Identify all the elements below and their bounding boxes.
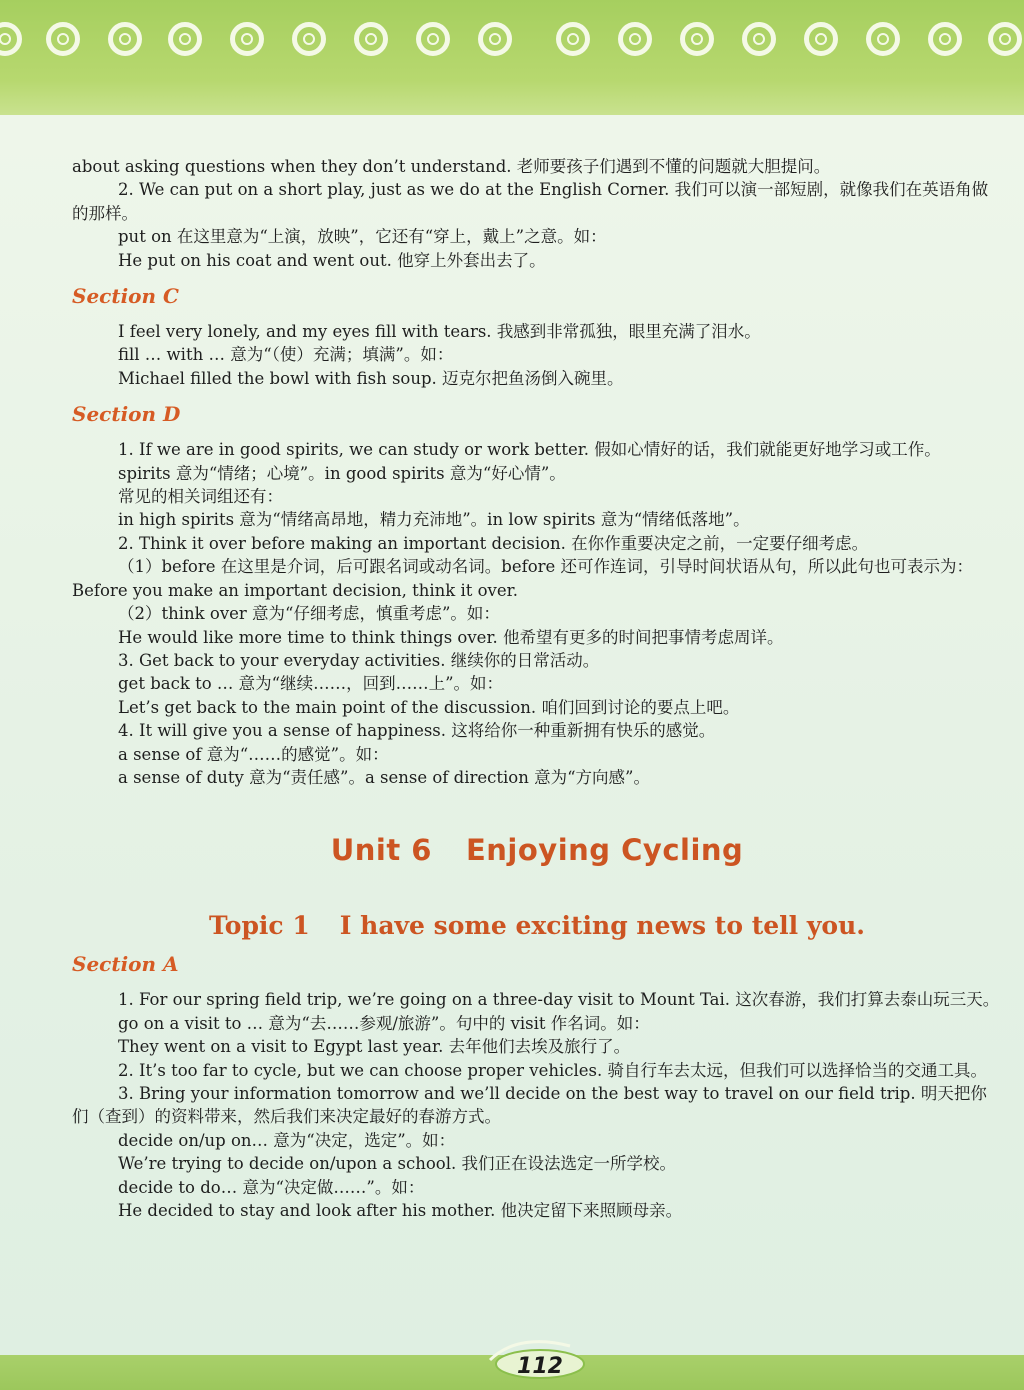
ring-ornament [46, 22, 80, 56]
paragraph: a sense of duty 意为“责任感”。a sense of direction 意为“方向感”。 [118, 767, 650, 787]
topic-number: Topic 1 [209, 911, 310, 941]
paragraph: 2. We can put on a short play, just as we do at the English Corner. 我们可以演一部短剧，就像我们在英语角做的那样。 [72, 180, 989, 223]
paragraph: 3. Bring your information tomorrow and we’ll decide on the best way to travel on our field trip. 明天把你们（查到）的资料带来，然后我们来决定最好的春游方式。 [72, 1083, 987, 1127]
ring-ornament [556, 22, 590, 56]
unit-title [72, 833, 1002, 867]
paragraph: fill … with … 意为“（使）充满；填满”。如： [118, 345, 454, 365]
paragraph: He put on his coat and went out. 他穿上外套出去了。 [118, 250, 546, 270]
paragraph: He decided to stay and look after his mother. 他决定留下来照顾母亲。 [118, 1201, 683, 1220]
paragraph: Michael filled the bowl with fish soup. 迈克尔把鱼汤倒入碗里。 [118, 368, 624, 388]
ring-ornament [742, 22, 776, 56]
ring-ornament [108, 22, 142, 56]
unit-number: Unit 6 [330, 833, 432, 868]
paragraph: （1）before 在这里是介词，后可跟名词或动名词。before 还可作连词，引导时间状语从句，所以此句也可表示为：Before you make an important decision, think it over. [72, 557, 974, 600]
topic-title [72, 911, 1002, 940]
paragraph: get back to … 意为“继续……，回到……上”。如： [118, 674, 504, 694]
paragraph: put on 在这里意为“上演，放映”，它还有“穿上，戴上”之意。如： [118, 227, 607, 247]
paragraph: about asking questions when they don’t understand. 老师要孩子们遇到不懂的问题就大胆提问。 [72, 157, 831, 176]
paragraph: They went on a visit to Egypt last year. 去年他们去埃及旅行了。 [118, 1037, 631, 1057]
ring-ornament [928, 22, 962, 56]
ring-ornament [354, 22, 388, 56]
section-heading-d: Section D [72, 402, 181, 427]
ring-ornament [416, 22, 450, 56]
paragraph: spirits 意为“情绪；心境”。in good spirits 意为“好心情”。 [118, 463, 566, 483]
paragraph: go on a visit to … 意为“去……参观/旅游”。句中的 visit 作名词。如： [118, 1013, 650, 1033]
page-number-badge [500, 1344, 580, 1384]
paragraph: in high spirits 意为“情绪高昂地，精力充沛地”。in low spirits 意为“情绪低落地”。 [118, 510, 750, 530]
paragraph: 常见的相关词组还有： [118, 487, 283, 507]
paragraph: 1. For our spring field trip, we’re going on a three-day visit to Mount Tai. 这次春游，我们打算去泰山玩三天。 [118, 990, 1000, 1010]
ring-ornament [168, 22, 202, 56]
paragraph: 1. If we are in good spirits, we can study or work better. 假如心情好的话，我们就能更好地学习或工作。 [118, 440, 941, 460]
paragraph: I feel very lonely, and my eyes fill with tears. 我感到非常孤独，眼里充满了泪水。 [118, 322, 761, 342]
paragraph: （2）think over 意为“仔细考虑，慎重考虑”。如： [118, 604, 500, 624]
top-decorative-band [0, 0, 1024, 115]
paragraph: decide on/up on… 意为“决定，选定”。如： [118, 1130, 456, 1150]
page-number: 112 [517, 1354, 563, 1379]
paragraph: 2. Think it over before making an important decision. 在你作重要决定之前，一定要仔细考虑。 [118, 533, 869, 553]
ring-ornament [988, 22, 1022, 56]
paragraph: a sense of 意为“……的感觉”。如： [118, 744, 389, 764]
ring-ornament [618, 22, 652, 56]
paragraph: 4. It will give you a sense of happiness. 这将给你一种重新拥有快乐的感觉。 [118, 721, 716, 741]
ring-ornament [478, 22, 512, 56]
ring-ornament [680, 22, 714, 56]
unit-name: Enjoying Cycling [465, 833, 744, 868]
ring-ornament [230, 22, 264, 56]
topic-name: I have some exciting news to tell you. [339, 911, 865, 941]
paragraph: Let’s get back to the main point of the discussion. 咱们回到讨论的要点上吧。 [118, 697, 740, 717]
page-content [72, 155, 1002, 1222]
paragraph: 2. It’s too far to cycle, but we can choose proper vehicles. 骑自行车去太远，但我们可以选择恰当的交通工具。 [118, 1060, 987, 1080]
section-heading-c: Section C [72, 284, 179, 309]
ring-ornament [292, 22, 326, 56]
paragraph: 3. Get back to your everyday activities. 继续你的日常活动。 [118, 650, 600, 670]
paragraph: He would like more time to think things over. 他希望有更多的时间把事情考虑周详。 [118, 627, 784, 647]
paragraph: decide to do… 意为“决定做……”。如： [118, 1177, 425, 1197]
ring-ornament [0, 22, 22, 56]
section-heading-a: Section A [72, 952, 179, 977]
ring-ornament [804, 22, 838, 56]
ring-ornament [866, 22, 900, 56]
paragraph: We’re trying to decide on/upon a school. 我们正在设法选定一所学校。 [118, 1154, 676, 1174]
